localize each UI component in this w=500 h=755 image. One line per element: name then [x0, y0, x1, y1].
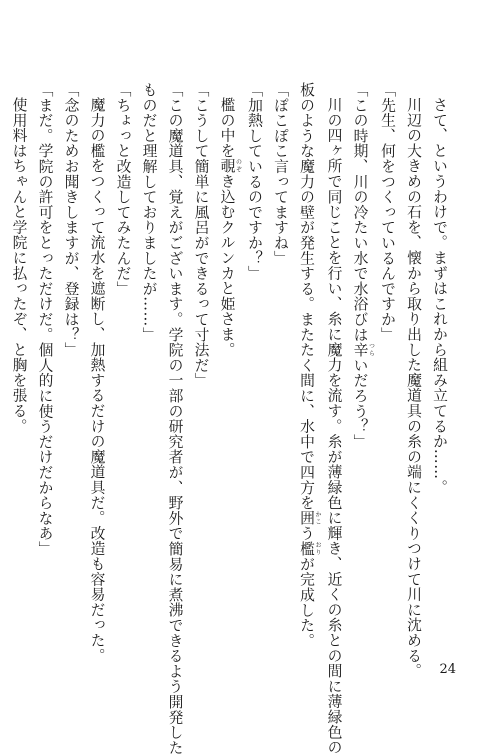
ruby-reading: おり [314, 541, 321, 557]
ruby-reading: のぞ [234, 158, 242, 174]
text-run: が完成した。 [298, 556, 315, 649]
text-run: 「この時期、川の冷たい水で水浴びは [351, 82, 369, 343]
text-line [188, 82, 214, 642]
text-run: 「加熱しているのですか？」 [246, 82, 263, 281]
ruby-base: 覗 [218, 158, 236, 174]
text-run: 使用料はちゃんと学院に払ったぞ、と胸を張る。 [10, 96, 28, 434]
text-line [58, 82, 84, 642]
text-run: う [298, 525, 315, 542]
text-run: 「この魔道具、覚えがございます。学院の一部の研究者が、野外で簡易に煮沸できるよう開発した [166, 82, 184, 755]
text-line [321, 82, 347, 755]
ruby-base: 辛 [351, 342, 369, 358]
text-line [347, 82, 375, 642]
ruby-annotated-text [218, 158, 242, 174]
text-line [214, 82, 242, 642]
text-run: 「念のためお聞きしますが、登録は？」 [62, 82, 80, 358]
text-run: 「ぽこぽこ言ってますね」 [272, 82, 289, 266]
ruby-reading: つら [367, 342, 375, 358]
text-run: いだろう？」 [351, 357, 369, 450]
text-run: 「ちょっと改造してみたんだ」 [114, 82, 132, 297]
text-line [374, 82, 400, 642]
page-number: 24 [439, 662, 456, 677]
text-line [6, 82, 32, 642]
text-line [426, 82, 452, 642]
text-line [267, 82, 293, 642]
text-run: 川辺の大きめの石を、懐から取り出した魔道具の糸の端にくくりつけて川に沈める。 [405, 96, 422, 679]
ruby-base: 檻 [298, 541, 315, 557]
text-line [293, 82, 321, 649]
text-run: 「まだ。学院の許可をとっただけだ。個人的に使うだけだからなあ」 [36, 82, 54, 557]
text-run: 檻の中を [218, 96, 236, 158]
ruby-reading: かこ [314, 510, 321, 526]
ruby-base: 囲 [298, 510, 315, 526]
text-run: 板のような魔力の壁が発生する。またたく間に、水中で四方を [298, 82, 315, 511]
text-run: ものだと理解しておりましたが……」 [140, 82, 158, 343]
text-line [241, 82, 267, 642]
text-run: 「先生、何をつくっているんですか」 [379, 82, 396, 343]
text-line [84, 82, 110, 663]
text-line [400, 82, 426, 679]
text-line [136, 82, 162, 642]
ruby-annotated-text [298, 510, 321, 526]
ruby-annotated-text [351, 342, 375, 358]
text-run: さて、というわけで。まずはこれから組み立てるか……。 [431, 96, 448, 495]
text-line [32, 82, 58, 642]
text-run: 魔力の檻をつくって流水を遮断し、加熱するだけの魔道具だ。改造も容易だった。 [88, 96, 106, 663]
text-run: 「こうして簡単に風呂ができるって寸法だ」 [192, 82, 210, 388]
text-run: 川の四ヶ所で同じことを行い、糸に魔力を流す。糸が薄緑色に輝き、近くの糸との間に薄緑色の [325, 96, 343, 755]
text-run: き込むクルンカと姫さま。 [218, 173, 236, 357]
text-line [110, 82, 136, 642]
text-line [162, 82, 188, 755]
ruby-annotated-text [298, 541, 321, 557]
